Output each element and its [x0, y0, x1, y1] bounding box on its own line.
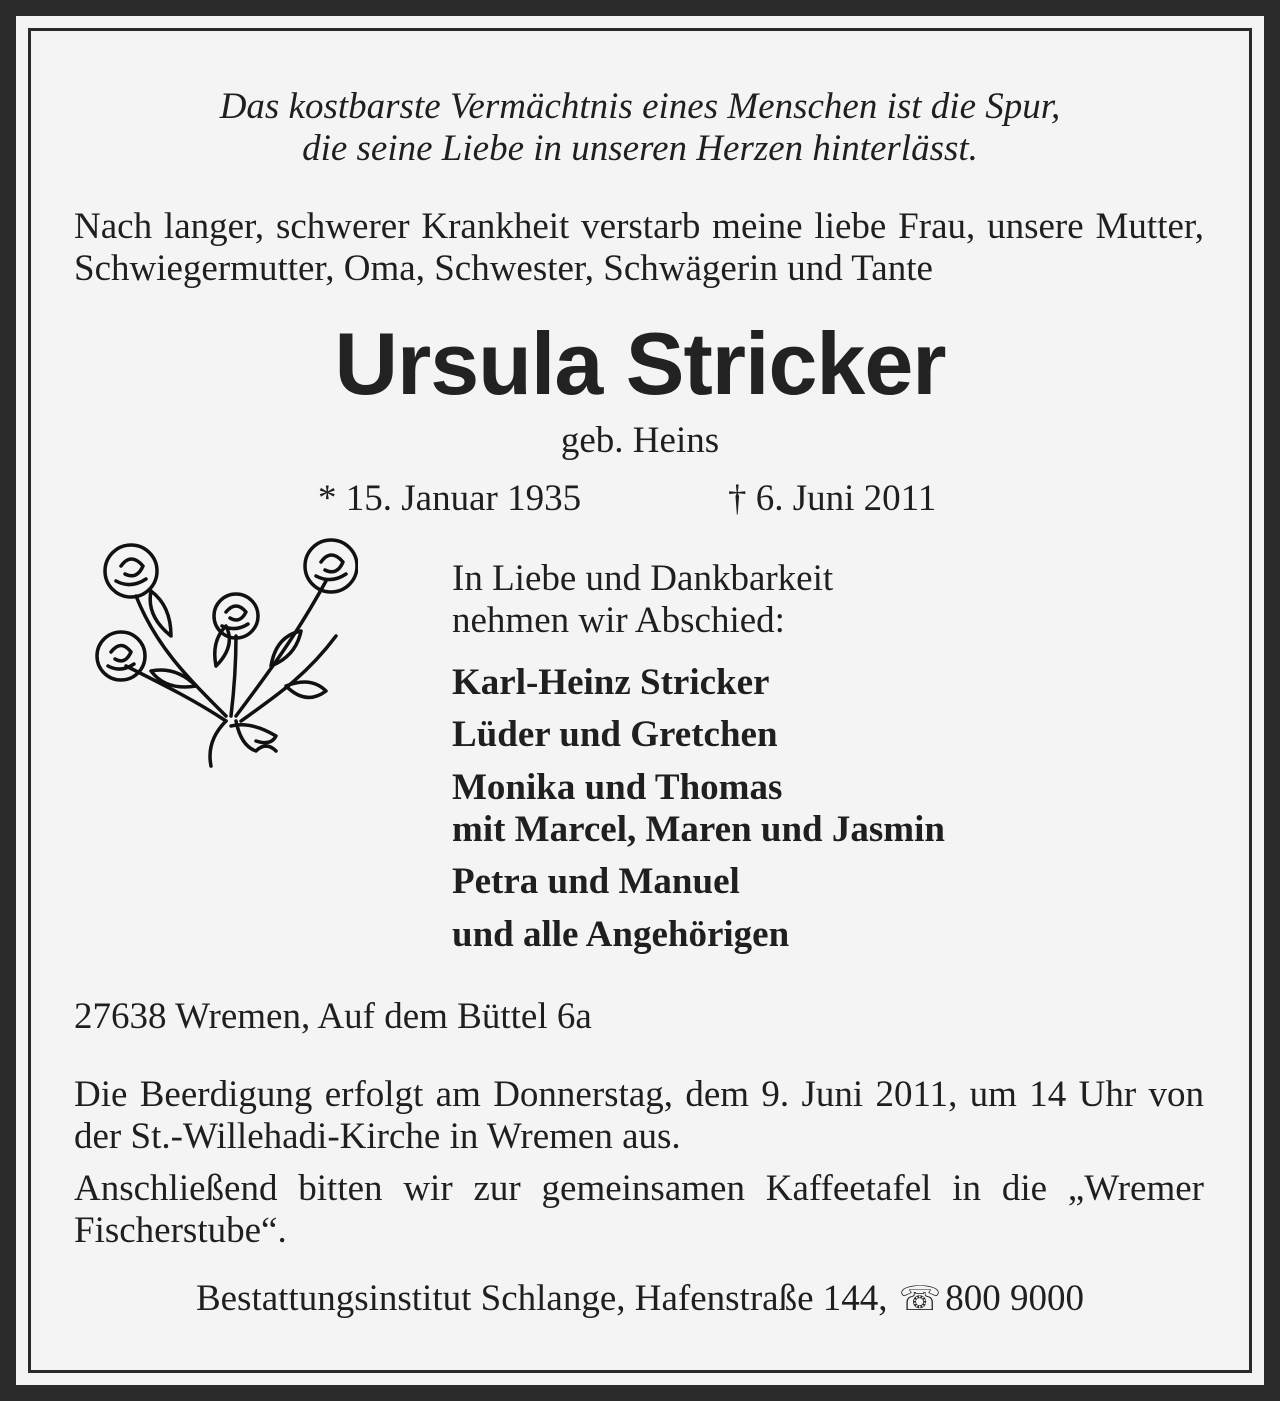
- motto-line-2: die seine Liebe in unseren Herzen hinterlässt.: [302, 128, 978, 169]
- deceased-name: Ursula Stricker: [334, 314, 946, 413]
- funeral-info: Die Beerdigung erfolgt am Donnerstag, dem 9. Juni 2011, um 14 Uhr von der St.-Willehadi-Kirche in Wremen aus.: [74, 1074, 1204, 1157]
- undertaker-phone: 800 9000: [945, 1278, 1085, 1319]
- roses-bouquet-icon: [86, 526, 358, 776]
- mourner-2: Lüder und Gretchen: [452, 714, 778, 755]
- death-date: † 6. Juni 2011: [728, 478, 937, 519]
- maiden-name: geb. Heins: [560, 420, 720, 461]
- mourner-6: und alle Angehörigen: [452, 914, 790, 955]
- address: 27638 Wremen, Auf dem Büttel 6a: [74, 996, 592, 1037]
- reception-info: Anschließend bitten wir zur gemeinsamen Kaffeetafel in die „Wremer Fischerstube“.: [74, 1168, 1204, 1251]
- mourner-4: mit Marcel, Maren und Jasmin: [452, 809, 945, 850]
- mourner-1: Karl-Heinz Stricker: [452, 662, 770, 703]
- obituary-notice: [16, 16, 1264, 1385]
- intro-text: Nach langer, schwerer Krankheit verstarb meine liebe Frau, unsere Mutter, Schwiegermutter, Oma, Schwester, Schwägerin und Tante: [74, 206, 1204, 289]
- undertaker-text: Bestattungsinstitut Schlange, Hafenstraße 144,: [195, 1278, 888, 1319]
- undertaker-line: [16, 1278, 1264, 1321]
- farewell-line-2: nehmen wir Abschied:: [452, 600, 785, 641]
- mourner-5: Petra und Manuel: [452, 861, 740, 902]
- motto-line-1: Das kostbarste Vermächtnis eines Menschen ist die Spur,: [219, 86, 1061, 127]
- mourner-3: Monika und Thomas: [452, 767, 783, 808]
- birth-date: * 15. Januar 1935: [318, 478, 582, 519]
- telephone-icon: ☏: [898, 1281, 942, 1318]
- farewell-line-1: In Liebe und Dankbarkeit: [452, 558, 834, 599]
